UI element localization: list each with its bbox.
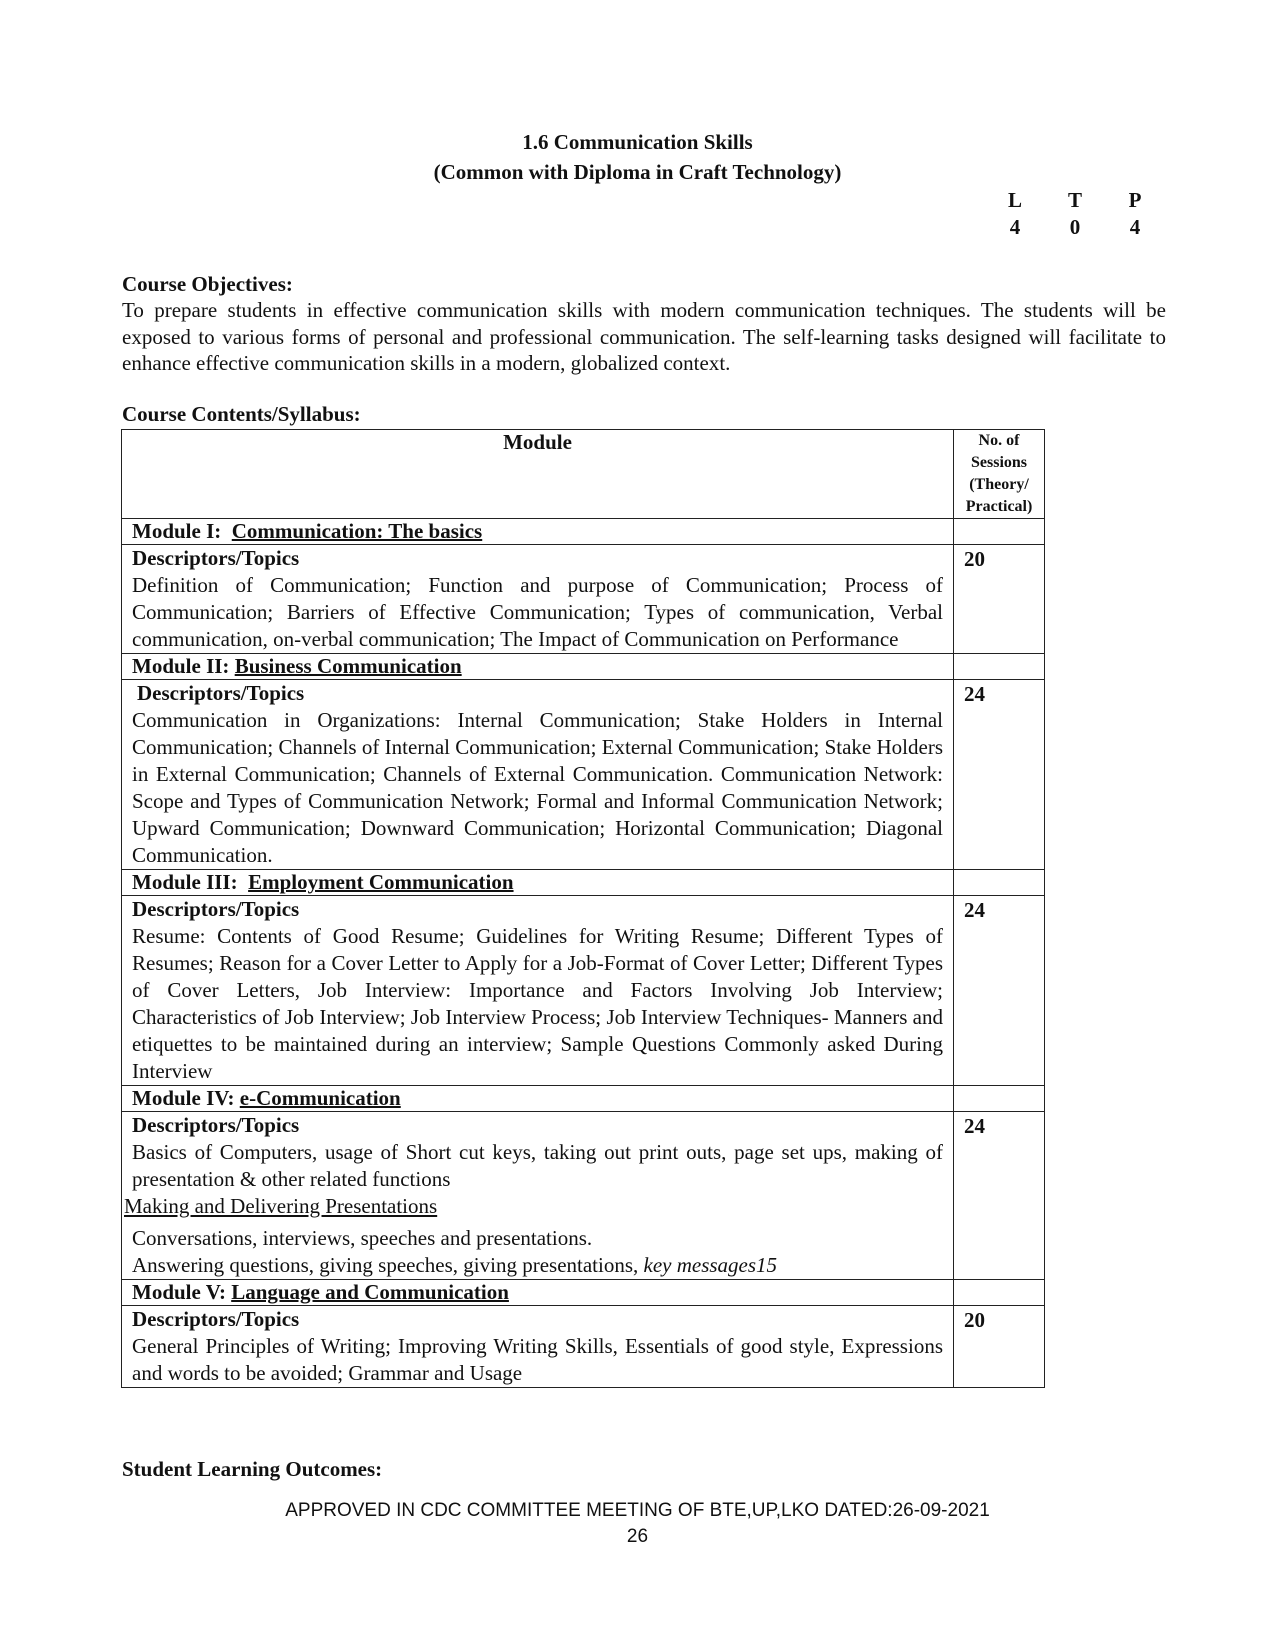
descriptor-text: General Principles of Writing; Improving Writing Skills, Essentials of good style, Expressions and words to be avoided; Grammar and Usage (132, 1334, 943, 1385)
module-title-row (122, 654, 1045, 680)
objectives-heading: Course Objectives: (122, 272, 293, 296)
module-prefix: Module II: (132, 654, 230, 678)
module-content-row (122, 1306, 1045, 1388)
ltp-value-l: 4 (1009, 215, 1021, 239)
descriptor-label: Descriptors/Topics (132, 1113, 300, 1137)
module-title (122, 654, 954, 680)
module-prefix: Module V: (132, 1280, 226, 1304)
descriptor-text: Definition of Communication; Function and purpose of Communication; Process of Communication; Barriers of Effective Communication; Types of communication, Verbal communication, on-verbal communication; The Impact of Communication on Performance (132, 573, 943, 651)
module-name: Business Communication (234, 654, 462, 678)
module-content-row (122, 1112, 1045, 1280)
objectives-text: To prepare students in effective communication skills with modern communication techniques. The students will be exposed to various forms of personal and professional communication. The self-learning tasks designed will facilitate to enhance effective communication skills in a modern, globalized context. (122, 298, 1166, 375)
module-title (122, 1086, 954, 1112)
module-title (122, 870, 954, 896)
course-title: 1.6 Communication Skills (522, 130, 753, 154)
module-prefix: Module III: (132, 870, 238, 894)
descriptor-text: Basics of Computers, usage of Short cut keys, taking out print outs, page set ups, making of presentation & other related functions (132, 1140, 943, 1191)
approval-footer: APPROVED IN CDC COMMITTEE MEETING OF BTE,UP,LKO DATED:26-09-2021 (285, 1500, 990, 1521)
module-name: Employment Communication (248, 870, 514, 894)
descriptor-label: Descriptors/Topics (132, 897, 300, 921)
page-number: 26 (626, 1526, 649, 1547)
module-descriptors (122, 896, 954, 1086)
empty-cell (954, 1086, 1045, 1112)
module-prefix: Module I: (132, 519, 222, 543)
table-header-row (122, 430, 1045, 519)
empty-cell (954, 654, 1045, 680)
module-title-row (122, 1086, 1045, 1112)
module-prefix: Module IV: (132, 1086, 235, 1110)
module-title-row (122, 519, 1045, 545)
module-descriptors (122, 545, 954, 654)
descriptor-label: Descriptors/Topics (137, 681, 305, 705)
header-sessions-line: Sessions (970, 454, 1028, 471)
descriptor-text: Communication in Organizations: Internal Communication; Stake Holders in Internal Communication; Channels of Internal Communication; External Communication; Stake Holders in External Communication; Channels of External Communication. Communication Network: Scope and Types of Communication Network; Formal and Informal Communication Network; Upward Communication; Downward Communication; Horizontal Communication; Diagonal Communication. (132, 708, 943, 867)
descriptor-line-text: Answering questions, giving speeches, giving presentations, (132, 1253, 644, 1277)
module-descriptors (122, 680, 954, 870)
descriptor-label: Descriptors/Topics (132, 546, 300, 570)
module-title-row (122, 1280, 1045, 1306)
header-module: Module (122, 430, 954, 519)
descriptor-line (132, 1252, 943, 1279)
empty-cell (954, 1280, 1045, 1306)
module-name: Communication: The basics (231, 519, 483, 543)
sub-heading: Making and Delivering Presentations (124, 1194, 438, 1218)
header-sessions (954, 430, 1045, 519)
ltp-value-p: 4 (1129, 215, 1141, 239)
empty-cell (954, 519, 1045, 545)
header-sessions-line: No. of (978, 432, 1020, 449)
module-title (122, 1280, 954, 1306)
session-count: 20 (954, 545, 1045, 654)
outcomes-heading: Student Learning Outcomes: (122, 1457, 383, 1481)
session-count: 20 (954, 1306, 1045, 1388)
module-content-row (122, 896, 1045, 1086)
module-title-row (122, 870, 1045, 896)
module-descriptors (122, 1306, 954, 1388)
module-name: e-Communication (239, 1086, 401, 1110)
descriptor-label: Descriptors/Topics (132, 1307, 300, 1331)
ltp-label-p: P (1128, 188, 1142, 212)
session-count: 24 (954, 680, 1045, 870)
ltp-label-t: T (1067, 188, 1082, 212)
empty-cell (954, 870, 1045, 896)
ltp-label-l: L (1007, 188, 1022, 212)
module-content-row (122, 545, 1045, 654)
descriptor-line-italic: key messages15 (643, 1253, 778, 1277)
descriptor-text: Resume: Contents of Good Resume; Guidelines for Writing Resume; Different Types of Resumes; Reason for a Cover Letter to Apply for a Job-Format of Cover Letter; Different Types of Cover Letters, Job Interview: Importance and Factors Involving Job Interview; Characteristics of Job Interview; Job Interview Process; Job Interview Techniques- Manners and etiquettes to be maintained during an interview; Sample Questions Commonly asked During Interview (132, 924, 943, 1083)
module-name: Language and Communication (231, 1280, 509, 1304)
header-sessions-line: (Theory/ (969, 476, 1029, 493)
ltp-value-t: 0 (1069, 215, 1081, 239)
ltp-block (985, 188, 1165, 242)
course-subtitle: (Common with Diploma in Craft Technology) (433, 160, 842, 184)
session-count: 24 (954, 896, 1045, 1086)
module-content-row (122, 680, 1045, 870)
session-count: 24 (954, 1112, 1045, 1280)
header-sessions-line: Practical) (965, 498, 1033, 515)
module-title (122, 519, 954, 545)
descriptor-line: Conversations, interviews, speeches and presentations. (132, 1226, 593, 1250)
syllabus-table (121, 429, 1045, 1388)
module-descriptors (122, 1112, 954, 1280)
syllabus-heading: Course Contents/Syllabus: (122, 402, 361, 426)
